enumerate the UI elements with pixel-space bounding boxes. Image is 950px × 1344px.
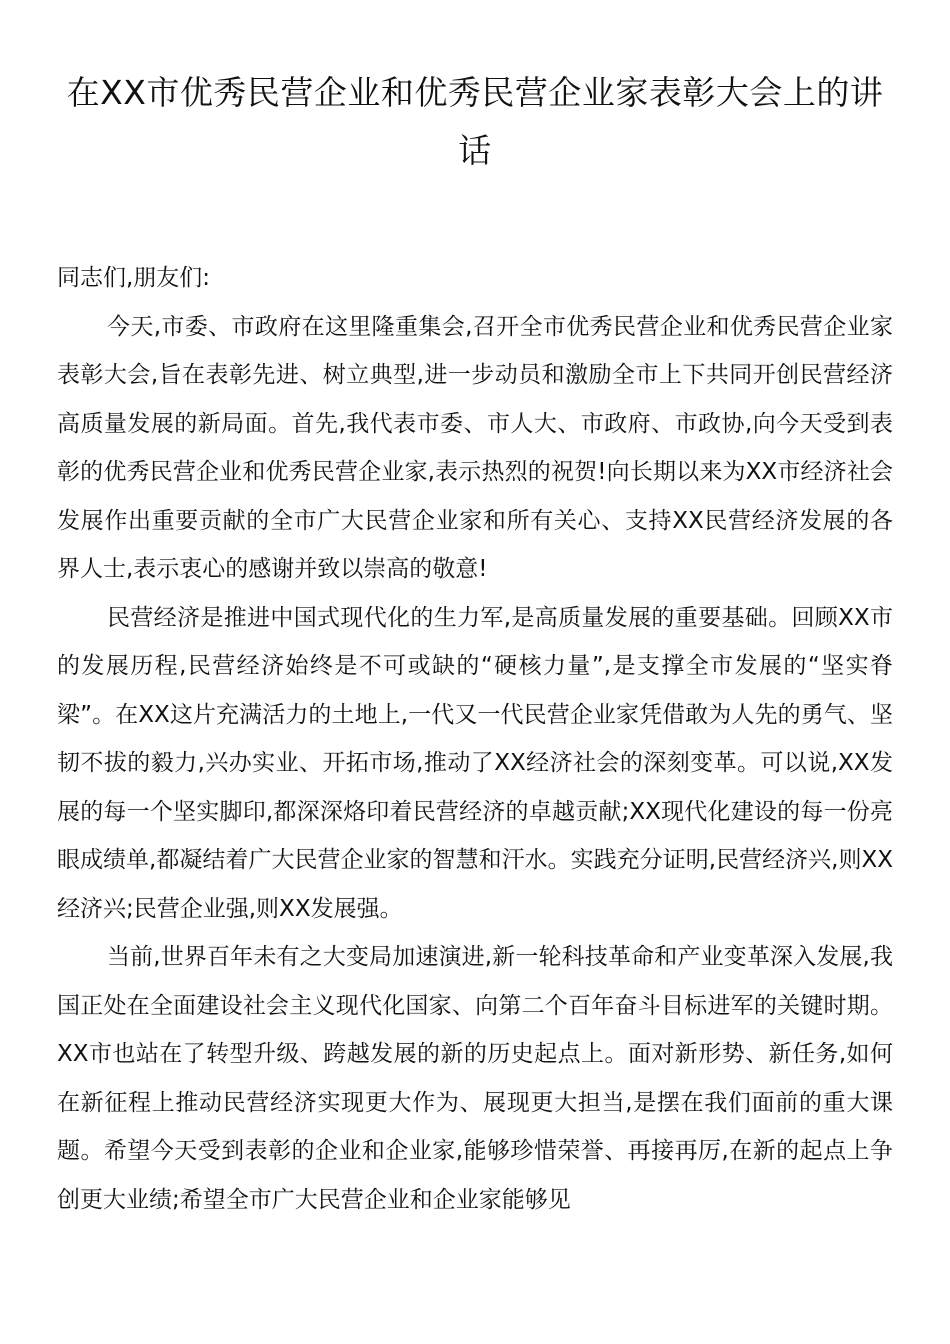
page-title: 在XX市优秀民营企业和优秀民营企业家表彰大会上的讲话 xyxy=(66,73,884,170)
document-page xyxy=(57,64,893,1224)
paragraph-2: 民营经济是推进中国式现代化的生力军,是高质量发展的重要基础。回顾XX市的发展历程,民营经济始终是不可或缺的“硬核力量”,是支撑全市发展的“坚实脊梁”。在XX这片充满活力的土地上,一代又一代民营企业家凭借敢为人先的勇气、坚韧不拔的毅力,兴办实业、开拓市场,推动了XX经济社会的深刻变革。可以说,XX发展的每一个坚实脚印,都深深烙印着民营经济的卓越贡献;XX现代化建设的每一份亮眼成绩单,都凝结着广大民营企业家的智慧和汗水。实践充分证明,民营经济兴,则XX经济兴;民营企业强,则XX发展强。 xyxy=(57,604,893,922)
salutation: 同志们,朋友们: xyxy=(57,265,211,291)
paragraph-1: 今天,市委、市政府在这里隆重集会,召开全市优秀民营企业和优秀民营企业家表彰大会,旨在表彰先进、树立典型,进一步动员和激励全市上下共同开创民营经济高质量发展的新局面。首先,我代表市委、市人大、市政府、市政协,向今天受到表彰的优秀民营企业和优秀民营企业家,表示热烈的祝贺!向长期以来为XX市经济社会发展作出重要贡献的全市广大民营企业家和所有关心、支持XX民营经济发展的各界人士,表示衷心的感谢并致以崇高的敬意! xyxy=(57,313,893,582)
paragraph-3: 当前,世界百年未有之大变局加速演进,新一轮科技革命和产业变革深入发展,我国正处在全面建设社会主义现代化国家、向第二个百年奋斗目标进军的关键时期。XX市也站在了转型升级、跨越发展的新的历史起点上。面对新形势、新任务,如何在新征程上推动民营经济实现更大作为、展现更大担当,是摆在我们面前的重大课题。希望今天受到表彰的企业和企业家,能够珍惜荣誉、再接再厉,在新的起点上争创更大业绩;希望全市广大民营企业和企业家能够见 xyxy=(57,944,893,1213)
